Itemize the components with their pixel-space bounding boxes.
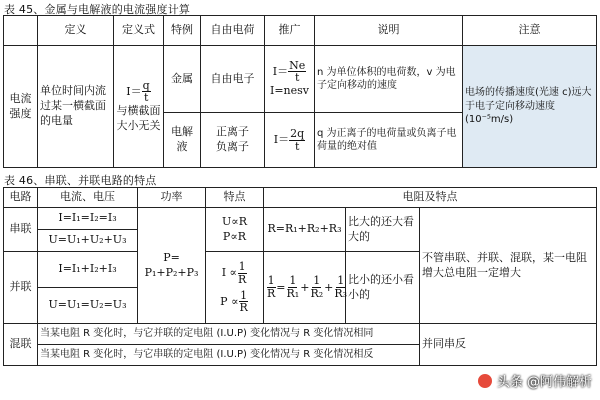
table45-def-formula-cell: [114, 46, 164, 168]
series-label: 串联: [4, 208, 38, 252]
series-resistance-note: 比大的还大看大的: [346, 208, 420, 252]
def-note: 与横截面大小无关: [116, 103, 161, 132]
table46-header-resistance: 电阻及特点: [264, 188, 597, 208]
table45-header-explanation: 说明: [315, 16, 463, 46]
series-voltage: U=U₁+U₂+U₃: [38, 230, 138, 252]
watermark-logo-icon: [477, 373, 493, 389]
table45-definition: 单位时间内流过某一横截面的电量: [38, 46, 114, 168]
parallel-resistance-note: 比小的还小看小的: [346, 252, 420, 324]
table46: [3, 187, 597, 366]
table45-metal-charge: 自由电子: [201, 46, 265, 113]
parallel-feature: I ∝ $\frac{1}{R}$ P ∝ $\frac{1}{R}$: [206, 252, 264, 324]
table45-electrolyte-explanation: q 为正离子的电荷量或负离子电荷量的绝对值: [315, 113, 463, 168]
table45-electrolyte-case: 电解液: [164, 113, 201, 168]
parallel-voltage: U=U₁=U₂=U₃: [38, 288, 138, 324]
table45-header-free-charge: 自由电荷: [201, 16, 265, 46]
table45-metal-formula: I＝ $\frac{Ne}{t}$ I=nesv: [265, 46, 315, 113]
watermark: 头条 @阿伟解析: [477, 371, 592, 390]
table45-row-label: 电流强度: [4, 46, 38, 168]
table45-header-empty: [4, 16, 38, 46]
table45-metal-explanation: n 为单位体积的电荷数，v 为电子定向移动的速度: [315, 46, 463, 113]
mixed-summary: 并同串反: [420, 324, 597, 366]
power-cell: P= P₁+P₂+P₃: [138, 208, 206, 324]
table46-title: 表 46、串联、并联电路的特点: [4, 174, 157, 187]
table45-metal-case: 金属: [164, 46, 201, 113]
table45-header-extension: 推广: [265, 16, 315, 46]
table45-header-formula: 定义式: [114, 16, 164, 46]
table45-note: 电场的传播速度(光速 c)远大于电子定向移动速度(10⁻⁵m/s): [463, 46, 597, 168]
table45-title: 表 45、金属与电解液的电流强度计算: [4, 3, 191, 16]
parallel-label: 并联: [4, 252, 38, 324]
table45-header-definition: 定义: [38, 16, 114, 46]
series-feature: U∝R P∝R: [206, 208, 264, 252]
table46-header-power: 功率: [138, 188, 206, 208]
series-current: I=I₁=I₂=I₃: [38, 208, 138, 230]
def-formula: I＝ $\frac{q}{t}$: [126, 78, 150, 105]
table45-header-special: 特例: [164, 16, 201, 46]
table46-header-feature: 特点: [206, 188, 264, 208]
parallel-resistance: $\frac{1}{R}$ = $\frac{1}{\text{R₁}}$ + $\frac{1}{\text{R₂}}$ + $\frac{1}{\text{R₃}}$: [264, 252, 346, 324]
mixed-line2: 当某电阻 R 变化时，与它串联的定电阻 (I.U.P) 变化情况与 R 变化情况相反: [38, 345, 420, 366]
table45-header-notes: 注意: [463, 16, 597, 46]
series-resistance: R=R₁+R₂+R₃: [264, 208, 346, 252]
parallel-current: I=I₁+I₂+I₃: [38, 252, 138, 288]
table46-header-cv: 电流、电压: [38, 188, 138, 208]
table46-header-circuit: 电路: [4, 188, 38, 208]
table45-electrolyte-formula: I＝ $\frac{2q}{t}$: [265, 113, 315, 168]
table45: [3, 15, 597, 168]
general-note: 不管串联、并联、混联，某一电阻增大总电阻一定增大: [420, 208, 597, 324]
mixed-line1: 当某电阻 R 变化时，与它并联的定电阻 (I.U.P) 变化情况与 R 变化情况相同: [38, 324, 420, 345]
table45-electrolyte-charge: 正离子 负离子: [201, 113, 265, 168]
mixed-label: 混联: [4, 324, 38, 366]
